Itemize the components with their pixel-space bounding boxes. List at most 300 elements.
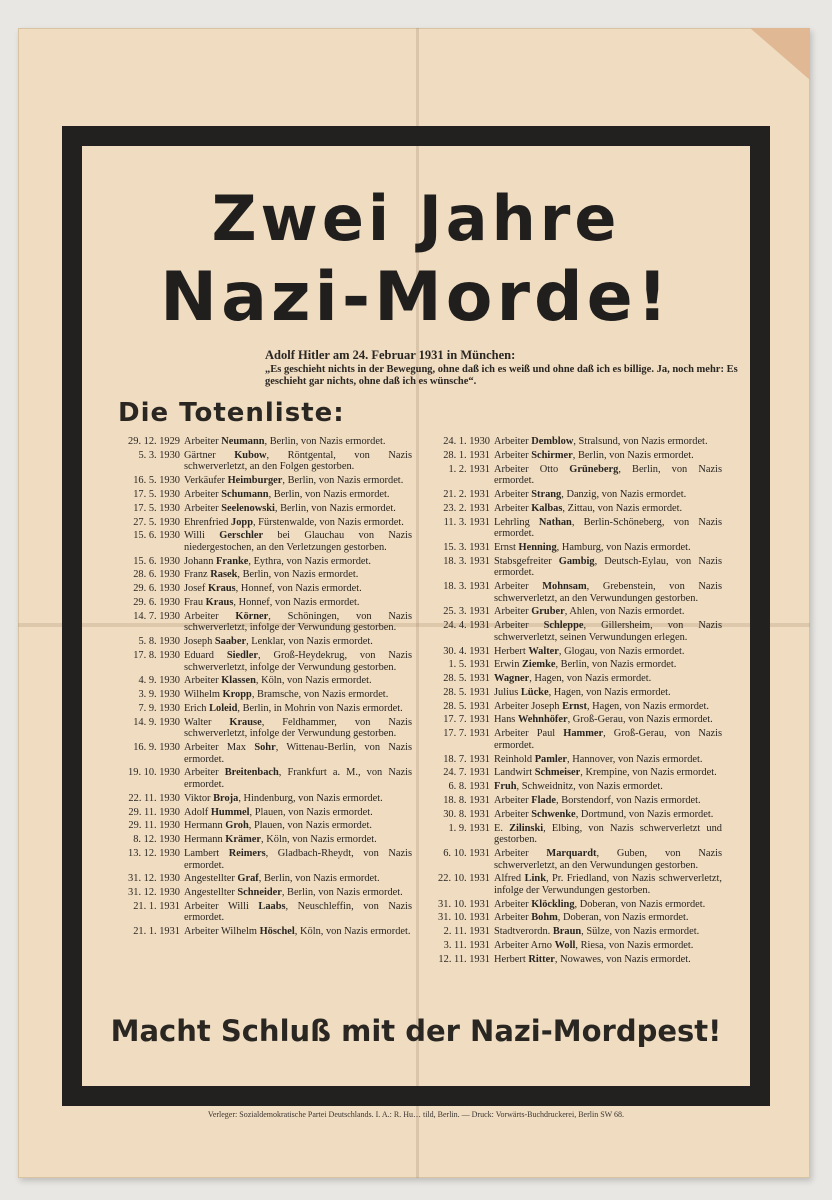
victim-entry (112, 887, 412, 899)
victim-entry (422, 781, 722, 793)
victim-name: Walter (528, 645, 559, 657)
victim-name: Schumann (221, 488, 269, 500)
entry-pre: Arbeiter (184, 436, 222, 447)
entry-post: , Groß-Gerau, von Nazis ermordet. (494, 728, 722, 751)
entry-pre: Franz (184, 569, 211, 581)
title-line-2: Nazi-Morde! (160, 258, 672, 337)
entry-post: , Groß-Heydekrug, von Nazis schwerverletzt, infolge der Verwundung gestorben. (184, 649, 412, 673)
entry-date: 16. 5. 1930 (133, 475, 180, 487)
victim-name: Schneider (237, 887, 282, 899)
entry-post: , Hamburg, von Nazis ermordet. (556, 541, 691, 553)
entry-pre: Ehrenfried (184, 516, 232, 528)
entry-text (184, 436, 412, 448)
entry-post: , Honnef, von Nazis ermordet. (235, 583, 362, 595)
entry-post: , Stralsund, von Nazis ermordet. (573, 436, 708, 447)
victim-entry (422, 823, 722, 846)
entry-post: , Plauen, von Nazis ermordet. (248, 820, 372, 832)
victim-name: Laabs (258, 900, 286, 912)
entry-date: 24. 4. 1931 (443, 620, 490, 632)
entry-date: 21. 1. 1931 (133, 926, 180, 938)
entry-post: , Bramsche, von Nazis ermordet. (251, 689, 389, 701)
entry-text (494, 503, 722, 515)
victim-name: Nathan (538, 516, 572, 528)
entry-date: 28. 5. 1931 (443, 673, 490, 685)
victim-entry (112, 583, 412, 595)
entry-text (184, 583, 412, 595)
entry-post: , Riesa, von Nazis ermordet. (575, 940, 694, 951)
victim-entry (422, 489, 722, 501)
entry-date: 17. 7. 1931 (443, 728, 490, 740)
victim-name: Schleppe (543, 620, 584, 632)
victim-entry (112, 793, 412, 805)
victim-entry (112, 717, 412, 740)
entry-date: 8. 12. 1930 (133, 834, 180, 846)
victim-name: Fruh (494, 781, 517, 793)
entry-post: , Köln, von Nazis ermordet. (261, 834, 377, 846)
entry-post: , Berlin, von Nazis ermordet. (281, 887, 403, 899)
entry-date: 25. 3. 1931 (443, 606, 490, 618)
victim-name: Henning (518, 541, 557, 553)
victim-entry (422, 714, 722, 726)
entry-date: 18. 7. 1931 (443, 753, 490, 765)
entry-pre: Arbeiter Wilhelm (184, 926, 260, 938)
entry-date: 29. 11. 1930 (128, 820, 180, 832)
entry-post: , Berlin, von Nazis ermordet. (555, 659, 677, 671)
entry-pre: Angestellter (184, 887, 238, 899)
entry-post: , Groß-Gerau, von Nazis ermordet. (567, 714, 713, 726)
victim-entry (112, 489, 412, 501)
entry-pre: Adolf (184, 806, 211, 818)
entry-date: 17. 5. 1930 (133, 502, 180, 514)
entry-text (184, 926, 412, 938)
entry-pre: Joseph (184, 636, 215, 648)
entry-post: , Dortmund, von Nazis ermordet. (575, 808, 714, 820)
entry-date: 21. 1. 1931 (133, 900, 180, 912)
entry-post: , Hagen, von Nazis ermordet. (586, 700, 709, 712)
entry-pre: Arbeiter (494, 898, 532, 910)
victim-entry (112, 569, 412, 581)
victim-name: Schirmer (531, 449, 573, 461)
entry-pre: Josef (184, 583, 208, 595)
victim-entry (112, 873, 412, 885)
victim-entry (422, 503, 722, 515)
victim-name: Saaber (214, 636, 247, 648)
entry-pre: Wilhelm (184, 689, 223, 701)
entry-pre: Arbeiter (494, 436, 532, 447)
entry-date: 29. 6. 1930 (133, 597, 180, 608)
victim-name: Kropp (222, 689, 252, 701)
victim-entry (112, 675, 412, 687)
entry-text (184, 767, 412, 790)
victim-name: Krause (229, 716, 262, 728)
entry-pre: Lambert (184, 847, 229, 859)
entry-text (184, 834, 412, 846)
victim-name: Klöckling (531, 898, 575, 910)
entry-date: 3. 11. 1931 (443, 940, 490, 951)
entry-pre: Stadtverordn. (494, 926, 553, 938)
entry-pre: Angestellter (184, 873, 238, 885)
entry-date: 15. 3. 1931 (443, 541, 490, 553)
victim-entry (422, 673, 722, 685)
victim-entry (112, 767, 412, 790)
entry-pre: Arbeiter (494, 581, 543, 593)
entry-post: , Berlin, von Nazis ermordet. (237, 569, 359, 581)
victim-name: Siedler (226, 649, 259, 661)
entry-text (494, 659, 722, 671)
entry-text (494, 581, 722, 604)
entry-pre: Arbeiter Paul (494, 728, 564, 740)
victim-entry (422, 659, 722, 671)
entry-post: , Frankfurt a. M., von Nazis ermordet. (184, 767, 413, 790)
entry-text (494, 795, 722, 807)
entry-post: , Pr. Friedland, von Nazis schwerverletzt, infolge der Verwundungen gestorben. (494, 873, 722, 896)
victim-name: Reimers (228, 847, 266, 859)
victim-entry (112, 901, 412, 924)
entry-post: , Hagen, von Nazis ermordet. (548, 686, 671, 698)
victim-name: Höschel (259, 926, 295, 938)
entry-post: , Berlin-Schöneberg, von Nazis ermordet. (494, 516, 722, 540)
victim-name: Strang (531, 488, 562, 500)
victim-entry (112, 820, 412, 832)
victim-entry (422, 926, 722, 938)
entry-post: , Röntgental, von Nazis schwerverletzt, an den Folgen gestorben. (184, 449, 412, 473)
death-list-right-column (422, 436, 722, 968)
victim-entry (422, 620, 722, 643)
entry-date: 18. 8. 1931 (443, 794, 490, 806)
victim-name: Körner (235, 610, 269, 622)
entry-post: , Danzig, von Nazis ermordet. (561, 488, 687, 500)
entry-text (494, 940, 722, 952)
publisher-imprint: Verleger: Sozialdemokratische Partei Deutschlands. I. A.: R. Hu… tild, Berlin. — Druck: Vorwärts-Buchdruckerei, Berlin SW 68. (207, 1110, 625, 1119)
victim-name: Groh (225, 820, 249, 832)
entry-post: , Gillersheim, von Nazis schwerverletzt, seinen Verwundungen erlegen. (494, 620, 722, 643)
slogan: Macht Schluß mit der Nazi-Mordpest! (110, 1014, 722, 1048)
entry-post: , Feldhammer, von Nazis schwerverletzt, infolge der Verwundung gestorben. (184, 716, 412, 740)
entry-pre: Arbeiter (184, 488, 222, 500)
entry-pre: Reinhold (494, 753, 535, 765)
victim-name: Lücke (520, 686, 549, 698)
entry-date: 6. 8. 1931 (448, 781, 490, 793)
entry-pre: Stabsgefreiter (494, 555, 559, 567)
entry-date: 28. 6. 1930 (133, 569, 180, 581)
entry-text (184, 717, 412, 740)
entry-pre: Arbeiter (184, 502, 222, 514)
entry-text (184, 569, 412, 581)
entry-text (184, 475, 412, 487)
victim-name: Krämer (225, 834, 262, 846)
victim-entry (422, 542, 722, 554)
victim-entry (112, 517, 412, 529)
victim-entry (112, 503, 412, 515)
entry-date: 28. 5. 1931 (443, 700, 490, 712)
victim-entry (422, 464, 722, 487)
entry-post: , Berlin, von Nazis ermordet. (258, 873, 380, 885)
entry-pre: Erwin (494, 659, 522, 671)
entry-date: 1. 9. 1931 (448, 822, 490, 834)
victim-entry (112, 530, 412, 553)
entry-text (494, 556, 722, 579)
entry-text (494, 899, 722, 911)
entry-pre: Verkäufer (184, 475, 228, 487)
victim-name: Braun (552, 926, 582, 938)
death-list-left-column (112, 436, 412, 940)
entry-date: 5. 3. 1930 (138, 449, 180, 461)
entry-post: , Neuschleffin, von Nazis ermordet. (184, 900, 412, 924)
entry-text (184, 820, 412, 832)
entry-pre: Arbeiter (494, 502, 532, 514)
entry-pre: Arbeiter Otto (494, 463, 570, 475)
entry-post: , Elbing, von Nazis schwerverletzt und gestorben. (494, 822, 722, 846)
entry-date: 15. 6. 1930 (133, 555, 180, 567)
entry-post: , Doberan, von Nazis ermordet. (574, 898, 706, 910)
entry-text (184, 675, 412, 687)
entry-pre: Arbeiter (494, 606, 532, 618)
victim-entry (422, 517, 722, 540)
victim-entry (112, 436, 412, 448)
entry-text (184, 556, 412, 568)
entry-post: , Berlin, von Nazis ermordet. (268, 488, 390, 500)
victim-entry (422, 899, 722, 911)
victim-name: Hummel (210, 806, 250, 818)
victim-name: Hammer (563, 728, 604, 740)
entry-pre: Hermann (184, 834, 226, 846)
victim-entry (422, 581, 722, 604)
entry-post: , Gladbach-Rheydt, von Nazis ermordet. (184, 847, 412, 871)
entry-pre: Herbert (494, 645, 529, 657)
entry-date: 12. 11. 1931 (438, 953, 490, 965)
entry-post: , Berlin, von Nazis ermordet. (282, 475, 404, 487)
entry-pre: Willi (184, 530, 220, 542)
entry-date: 24. 7. 1931 (443, 767, 490, 779)
entry-pre: Walter (184, 716, 230, 728)
entry-post: bei Glauchau von Nazis niedergestochen, an den Verletzungen gestorben. (184, 530, 412, 553)
victim-entry (422, 646, 722, 658)
victim-name: Wagner (494, 673, 530, 685)
victim-entry (422, 701, 722, 713)
entry-post: , Berlin, von Nazis ermordet. (264, 436, 386, 447)
entry-text (494, 873, 722, 896)
entry-pre: Frau (184, 597, 206, 608)
entry-text (494, 926, 722, 938)
entry-pre: Arbeiter (184, 675, 222, 687)
entry-post: , Plauen, von Nazis ermordet. (249, 806, 373, 818)
entry-date: 31. 12. 1930 (128, 887, 180, 899)
entry-post: , Wittenau-Berlin, von Nazis ermordet. (184, 742, 412, 765)
entry-pre: E. (494, 822, 510, 834)
victim-entry (112, 650, 412, 673)
victim-name: Pamler (534, 753, 568, 765)
entry-date: 7. 9. 1930 (138, 702, 180, 714)
entry-date: 4. 9. 1930 (138, 675, 180, 687)
entry-date: 14. 9. 1930 (133, 716, 180, 728)
entry-pre: Arbeiter (184, 767, 225, 779)
entry-text (494, 767, 722, 779)
entry-text (184, 611, 412, 634)
entry-post: , Hindenburg, von Nazis ermordet. (238, 792, 383, 804)
entry-text (184, 450, 412, 473)
entry-post: , Fürstenwalde, von Nazis ermordet. (252, 516, 404, 528)
victim-entry (422, 848, 722, 871)
entry-post: , Borstendorf, von Nazis ermordet. (556, 794, 701, 806)
entry-pre: Arbeiter (494, 488, 532, 500)
entry-pre: Herbert (494, 953, 529, 965)
entry-post: , Guben, von Nazis schwerverletzt, an den Verwundungen gestorben. (494, 847, 722, 871)
entry-date: 22. 11. 1930 (128, 792, 180, 804)
entry-post: , Nowawes, von Nazis ermordet. (554, 953, 691, 965)
entry-post: , Zittau, von Nazis ermordet. (562, 502, 683, 514)
victim-entry (112, 742, 412, 765)
victim-entry (112, 475, 412, 487)
entry-text (494, 673, 722, 685)
entry-text (494, 464, 722, 487)
entry-post: , Doberan, von Nazis ermordet. (557, 912, 689, 924)
victim-name: Neumann (221, 436, 265, 447)
entry-post: , Köln, von Nazis ermordet. (255, 675, 372, 687)
entry-text (494, 646, 722, 658)
entry-text (494, 781, 722, 793)
entry-text (494, 620, 722, 643)
victim-name: Ziemke (522, 659, 556, 671)
entry-pre: Johann (184, 555, 217, 567)
victim-name: Kalbas (531, 502, 563, 514)
victim-name: Broja (213, 792, 239, 804)
entry-post: , Sülze, von Nazis ermordet. (581, 926, 700, 938)
entry-text (494, 450, 722, 462)
entry-pre: Ernst (494, 541, 519, 553)
entry-text (184, 489, 412, 501)
entry-date: 2. 11. 1931 (443, 926, 490, 938)
victim-name: Schmeiser (534, 767, 581, 779)
entry-text (494, 823, 722, 846)
victim-entry (112, 926, 412, 938)
entry-text (494, 954, 722, 966)
victim-name: Rasek (210, 569, 238, 581)
victim-entry (422, 687, 722, 699)
victim-entry (422, 873, 722, 896)
entry-pre: Arbeiter Max (184, 742, 255, 754)
entry-pre: Erich (184, 702, 210, 714)
entry-pre: Arbeiter (494, 449, 532, 461)
victim-entry (112, 611, 412, 634)
entry-text (184, 901, 412, 924)
entry-pre: Gärtner (184, 449, 235, 461)
entry-date: 21. 2. 1931 (443, 488, 490, 500)
victim-name: Gerschler (219, 530, 264, 542)
entry-post: , Krempine, von Nazis ermordet. (580, 767, 717, 779)
entry-pre: Lehrling (494, 516, 539, 528)
title-line-1: Zwei Jahre (211, 182, 621, 255)
entry-post: , Schweidnitz, von Nazis ermordet. (516, 781, 663, 793)
victim-entry (422, 954, 722, 966)
entry-pre: Arbeiter Willi (184, 900, 259, 912)
entry-pre: Viktor (184, 792, 214, 804)
entry-text (184, 530, 412, 553)
torn-corner (750, 28, 810, 80)
entry-pre: Arbeiter (494, 847, 547, 859)
victim-name: Kraus (205, 597, 234, 608)
entry-text (494, 728, 722, 751)
victim-entry (422, 912, 722, 924)
entry-post: , Grebenstein, von Nazis schwerverletzt, an den Verwundungen gestorben. (494, 581, 722, 604)
victim-name: Sohr (254, 742, 276, 754)
entry-post: , Berlin, von Nazis ermordet. (274, 502, 396, 514)
entry-text (494, 517, 722, 540)
victim-name: Schwenke (531, 808, 576, 820)
entry-pre: Hermann (184, 820, 226, 832)
entry-pre: Arbeiter (494, 794, 532, 806)
victim-entry (422, 606, 722, 618)
victim-entry (422, 809, 722, 821)
entry-date: 28. 5. 1931 (443, 686, 490, 698)
entry-text (494, 489, 722, 501)
victim-name: Woll (554, 940, 576, 951)
entry-date: 3. 9. 1930 (138, 689, 180, 701)
victim-name: Loleid (209, 702, 238, 714)
entry-date: 29. 6. 1930 (133, 583, 180, 595)
entry-date: 13. 12. 1930 (128, 847, 180, 859)
entry-post: , Berlin, von Nazis ermordet. (494, 463, 722, 487)
entry-text (494, 701, 722, 713)
victim-entry (112, 703, 412, 715)
entry-post: , Deutsch-Eylau, von Nazis ermordet. (494, 555, 722, 579)
entry-text (494, 436, 722, 448)
entry-date: 14. 7. 1930 (133, 610, 180, 622)
victim-entry (422, 940, 722, 952)
entry-date: 30. 8. 1931 (443, 808, 490, 820)
victim-name: Wehnhöfer (517, 714, 568, 726)
victim-entry (112, 597, 412, 609)
entry-post: , Köln, von Nazis ermordet. (294, 926, 411, 938)
entry-post: , Schöningen, von Nazis schwerverletzt, infolge der Verwundung gestorben. (184, 610, 412, 634)
entry-pre: Landwirt (494, 767, 535, 779)
entry-date: 1. 2. 1931 (448, 463, 490, 475)
quote-heading: Adolf Hitler am 24. Februar 1931 in München: (265, 348, 516, 362)
entry-text (494, 542, 722, 554)
entry-date: 5. 8. 1930 (138, 636, 180, 648)
victim-entry (422, 728, 722, 751)
entry-pre: Julius (494, 686, 521, 698)
entry-date: 18. 3. 1931 (443, 581, 490, 593)
entry-text (494, 714, 722, 726)
entry-post: , Lenklar, von Nazis ermordet. (246, 636, 373, 648)
victim-name: Flade (531, 794, 557, 806)
victim-entry (112, 834, 412, 846)
victim-name: Gruber (531, 606, 565, 618)
entry-text (184, 848, 412, 871)
entry-pre: Arbeiter Arno (494, 940, 555, 951)
entry-text (184, 742, 412, 765)
entry-date: 31. 10. 1931 (438, 912, 490, 924)
victim-entry (422, 556, 722, 579)
victim-entry (422, 450, 722, 462)
entry-date: 27. 5. 1930 (133, 516, 180, 528)
entry-date: 29. 12. 1929 (128, 436, 180, 447)
victim-name: Heimburger (227, 475, 283, 487)
victim-name: Franke (216, 555, 249, 567)
entry-date: 19. 10. 1930 (128, 767, 180, 779)
entry-text (494, 809, 722, 821)
victim-entry (422, 767, 722, 779)
entry-date: 24. 1. 1930 (443, 436, 490, 447)
entry-pre: Arbeiter (494, 808, 532, 820)
victim-name: Graf (237, 873, 259, 885)
entry-pre: Eduard (184, 649, 227, 661)
entry-post: , Berlin, in Mohrin von Nazis ermordet. (237, 702, 403, 714)
victim-entry (112, 450, 412, 473)
entry-date: 28. 1. 1931 (443, 449, 490, 461)
entry-pre: Hans (494, 714, 518, 726)
entry-text (184, 517, 412, 529)
